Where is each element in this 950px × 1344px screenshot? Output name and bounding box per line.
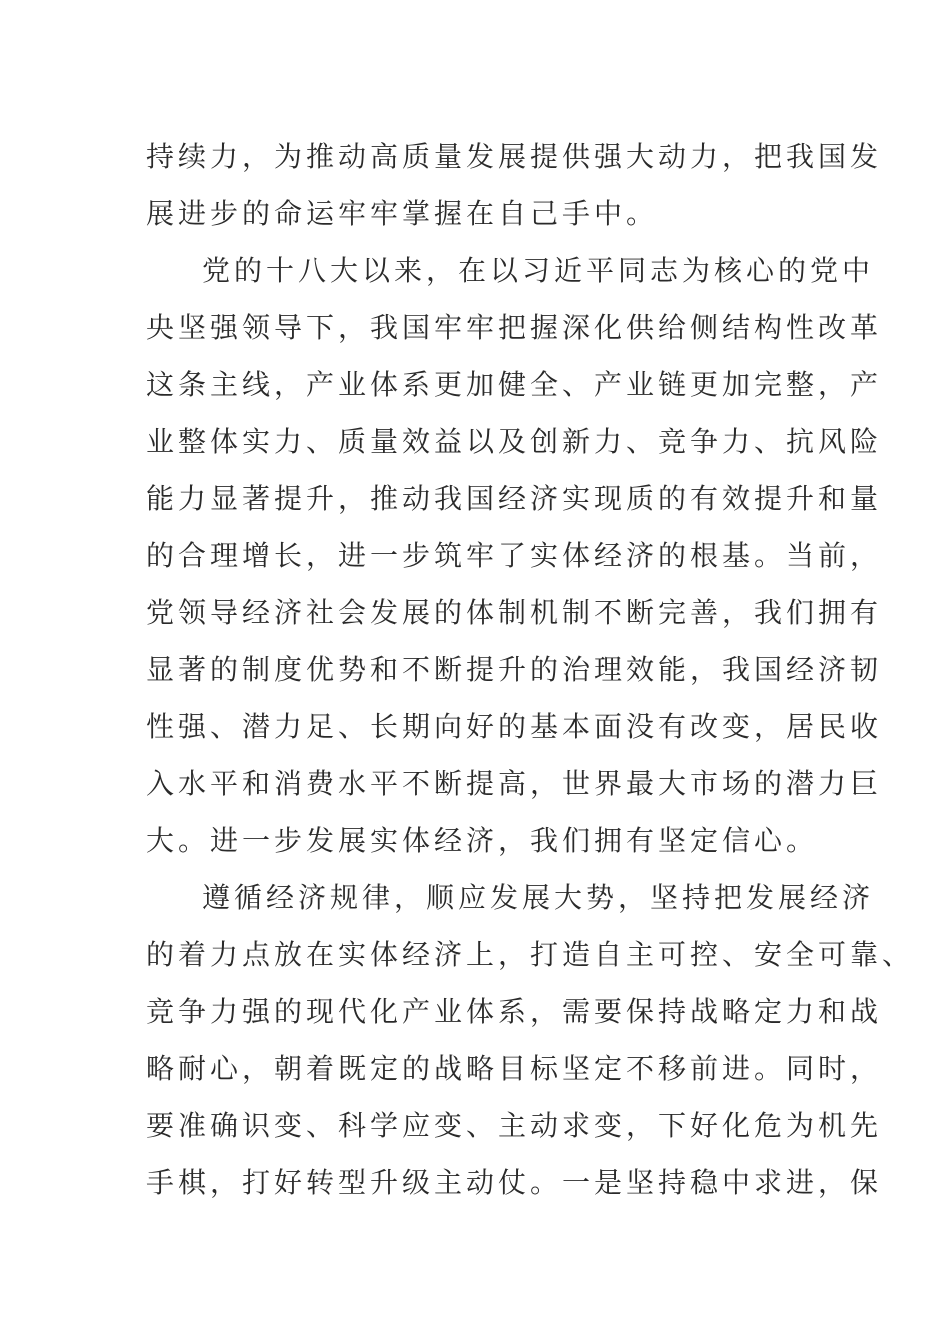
text-line: 能力显著提升，推动我国经济实现质的有效提升和量 xyxy=(146,482,883,515)
text-line: 持续力，为推动高质量发展提供强大动力，把我国发 xyxy=(146,140,883,173)
text-line: 大。进一步发展实体经济，我们拥有坚定信心。 xyxy=(146,824,819,857)
paragraph-start-line: 遵循经济规律，顺应发展大势，坚持把发展经济 xyxy=(202,881,875,914)
text-line: 要准确识变、科学应变、主动求变，下好化危为机先 xyxy=(146,1109,883,1142)
text-line: 竞争力强的现代化产业体系，需要保持战略定力和战 xyxy=(146,995,883,1028)
text-line: 的着力点放在实体经济上，打造自主可控、安全可靠、 xyxy=(146,938,915,971)
body-text xyxy=(146,128,915,1211)
text-line: 业整体实力、质量效益以及创新力、竞争力、抗风险 xyxy=(146,425,883,458)
text-line: 入水平和消费水平不断提高，世界最大市场的潜力巨 xyxy=(146,767,883,800)
text-line: 的合理增长，进一步筑牢了实体经济的根基。当前， xyxy=(146,539,883,572)
text-line: 党领导经济社会发展的体制机制不断完善，我们拥有 xyxy=(146,596,883,629)
paragraph-start-line: 党的十八大以来，在以习近平同志为核心的党中 xyxy=(202,254,875,287)
text-line: 手棋，打好转型升级主动仗。一是坚持稳中求进，保 xyxy=(146,1166,883,1199)
text-line: 显著的制度优势和不断提升的治理效能，我国经济韧 xyxy=(146,653,883,686)
text-line: 性强、潜力足、长期向好的基本面没有改变，居民收 xyxy=(146,710,883,743)
text-line: 央坚强领导下，我国牢牢把握深化供给侧结构性改革 xyxy=(146,311,883,344)
text-line: 略耐心，朝着既定的战略目标坚定不移前进。同时， xyxy=(146,1052,883,1085)
text-line: 展进步的命运牢牢掌握在自己手中。 xyxy=(146,197,659,230)
text-line: 这条主线，产业体系更加健全、产业链更加完整，产 xyxy=(146,368,883,401)
